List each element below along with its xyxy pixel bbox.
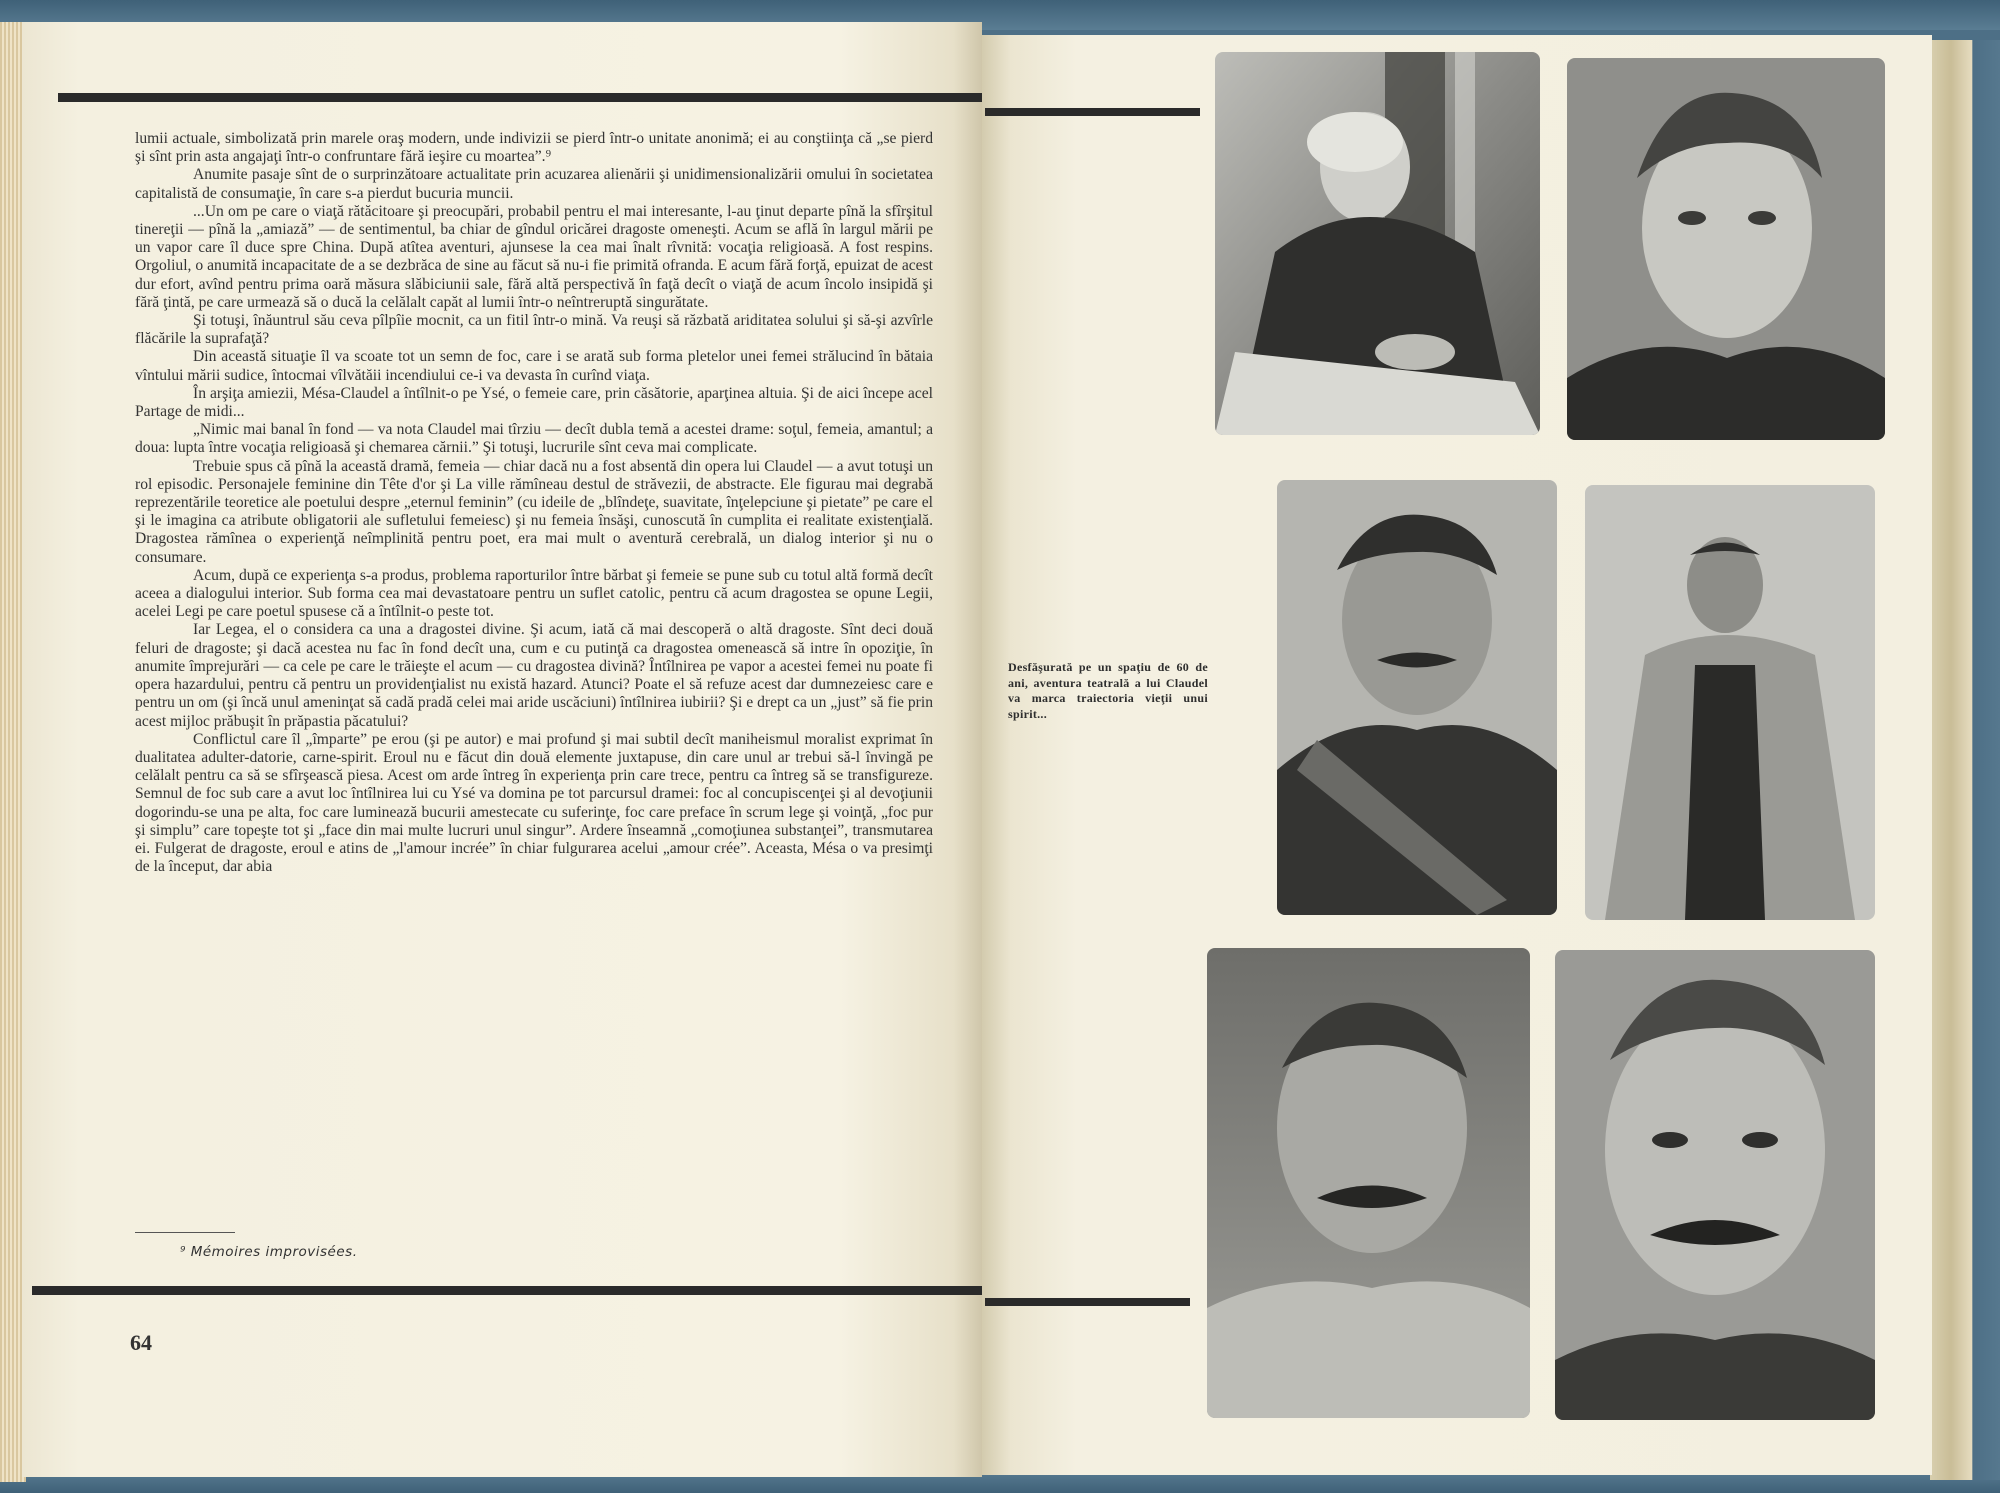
- photo-old-man-writing: [1215, 52, 1540, 435]
- top-rule-left: [58, 93, 985, 102]
- paragraph: „Nimic mai banal în fond — va nota Claudel mai tîrziu — decît dubla temă a acestei drame: soţul, femeia, amantul; a doua: lupta între vocaţia religioasă şi chemarea cărnii.” Şi totuşi, lucrurile sînt ceva mai complicate.: [135, 421, 933, 457]
- top-rule-right: [985, 108, 1200, 116]
- paragraph: Din această situaţie îl va scoate tot un semn de foc, care i se arată sub forma pletelor unei femei strălucind în bătaia vîntului mării sudice, întocmai vîlvătăii incendiului ce-i va devasta în curînd viaţa.: [135, 348, 933, 384]
- paragraph: lumii actuale, simbolizată prin marele oraş modern, unde indivizii se pierd într-o unitate anonimă; ei au conştiinţa că „se pierd şi sînt prin asta angajaţi într-o confruntare fără ieşire cu moartea”.⁹: [135, 130, 933, 166]
- photo-young-man: [1567, 58, 1885, 440]
- paragraph: Şi totuşi, înăuntrul său ceva pîlpîie mocnit, ca un fitil într-o mină. Va reuşi să răzbată ariditatea solului şi să-şi azvîrle flăcările la suprafaţă?: [135, 312, 933, 348]
- paragraph: Iar Legea, el o considera ca una a dragostei divine. Şi acum, iată că mai descoperă o altă dragoste. Sînt deci două feluri de dragoste; şi dacă acestea nu fac în fond decît una, cum e cu putinţă ca dragostea omenească să intre în opoziţie, în anumite împrejurări — ca cele pe care le trăieşte el acum — cu dragostea divină? Întîlnirea pe vapor a acestei femei nu poate fi opera hazardului, pentru că pentru un providenţialist nu există hazard. Atunci? Poate el să refuze acest dar dumnezeiesc care e pentru un om (şi încă unul ameninţat să cadă pradă celei mai aride uscăciuni) întîlnirea iubirii? Şi e drept ca un „just” să fie prin acest mijloc prăbuşit în prăpastia păcatului?: [135, 621, 933, 730]
- paragraph: Anumite pasaje sînt de o surprinzătoare actualitate prin acuzarea alienării şi unidimensionalizării omului în societatea capitalistă de consumaţie, în care s-a pierdut bucuria muncii.: [135, 166, 933, 202]
- book-page-edges-right: [1930, 40, 2000, 1480]
- paragraph: Trebuie spus că pînă la această dramă, femeia — chiar dacă nu a fost absentă din opera lui Claudel — a avut totuşi un rol episodic. Personajele feminine din Tête d'or şi La ville rămîneau destul de străvezii, de abstracte. Ele figurau mai degrabă reprezentările teoretice ale poetului despre „eternul feminin” (cu ideile de „blîndeţe, suavitate, înţelepciune şi pietate” pe care el şi le imagina ca atribute obligatorii ale sufletului femeiesc) şi nu femeia însăşi, cunoscută în cumplita ei realitate existenţială. Dragostea rămînea o experienţă neîmplinită pentru poet, era mai mult o aventură cerebrală, un dialog interior şi nu o consumare.: [135, 457, 933, 566]
- photo-bare-shouldered-man: [1207, 948, 1530, 1418]
- article-text-column: [135, 130, 933, 876]
- bottom-rule-right: [985, 1298, 1190, 1306]
- page-number: 64: [130, 1330, 152, 1355]
- footnote: ⁹ Mémoires improvisées.: [180, 1244, 358, 1260]
- bottom-rule-left: [32, 1286, 985, 1295]
- paragraph: În arşiţa amiezii, Mésa-Claudel a întîlnit-o pe Ysé, o femeie care, prin căsătorie, aparţinea altuia. Şi de aici începe acel Partage de midi...: [135, 384, 933, 421]
- photo-caption: Desfăşurată pe un spaţiu de 60 de ani, aventura teatrală a lui Claudel va marca traiectoria vieţii unui spirit...: [1008, 660, 1208, 721]
- paragraph: Conflictul care îl „împarte” pe erou (şi pe autor) e mai profund şi mai subtil decît maniheismul moralist exprimat în dualitatea adulter-datorie, carne-spirit. Eroul nu e făcut din două elemente juxtapuse, din care unul ar trebui să-l învingă pe celălalt pentru ca să se sfîrşească piesa. Acest om arde întreg în experienţa prin care trece, pentru ca întreg să se transfigureze. Semnul de foc sub care a avut loc întîlnirea lui cu Ysé va domina pe tot parcursul dramei: foc al concupiscenţei şi al devoţiunii dogorindu-se una pe alta, foc care luminează bucurii amestecate cu suferinţe, foc care preface în scrum lege şi voinţă, „foc pur şi simplu” care topeşte tot şi „face din mai multe lucruri unul singur”. Ardere înseamnă „comoţiunea substanţei”, transmutarea ei. Fulgerat de dragoste, eroul e atins de „l'amour incrée” în chiar fulgurarea acelui „amour crée”. Aceasta, Mésa o va presimţi de la început, dar abia: [135, 730, 933, 876]
- paragraph: Acum, după ce experienţa s-a produs, problema raporturilor între bărbat şi femeie se pune sub cu totul altă formă decît aceea a dialogului interior. Sub forma cea mai devastatoare pentru un suflet catolic, pentru că acum dragostea se opune Legii, acelei Legi pe care poetul spusese că a întîlnit-o peste tot.: [135, 566, 933, 621]
- paragraph: ...Un om pe care o viaţă rătăcitoare şi preocupări, probabil pentru el mai interesante, l-au ţinut departe pînă la sfîrşitul tinereţii — pînă la „amiază” — de sentimentul, ba chiar de gîndul oricărei dragoste omeneşti. Acum se află în largul mării pe un vapor care îl duce spre China. După atîtea aventuri, ajunsese la cea mai înalt rîvnită: vocaţia religioasă. A fost respins. Orgoliul, o anumită incapacitate de a se dezbrăca de sine au făcut să nu-i fie primită ofranda. E acum fără forţă, epuizat de acest dur efort, avînd pentru prima oară măsura slăbiciunii sale, fără altă perspectivă în faţă decît o viaţă de acum încolo insipidă şi fără ţintă, pe care urmează să o ducă la celălalt capăt al lumii într-o neîntreruptă singurătate.: [135, 202, 933, 311]
- photo-man-close-up: [1555, 950, 1875, 1420]
- footnote-divider: [135, 1232, 235, 1233]
- photo-man-in-uniform: [1277, 480, 1557, 915]
- photo-man-in-cape: [1585, 485, 1875, 920]
